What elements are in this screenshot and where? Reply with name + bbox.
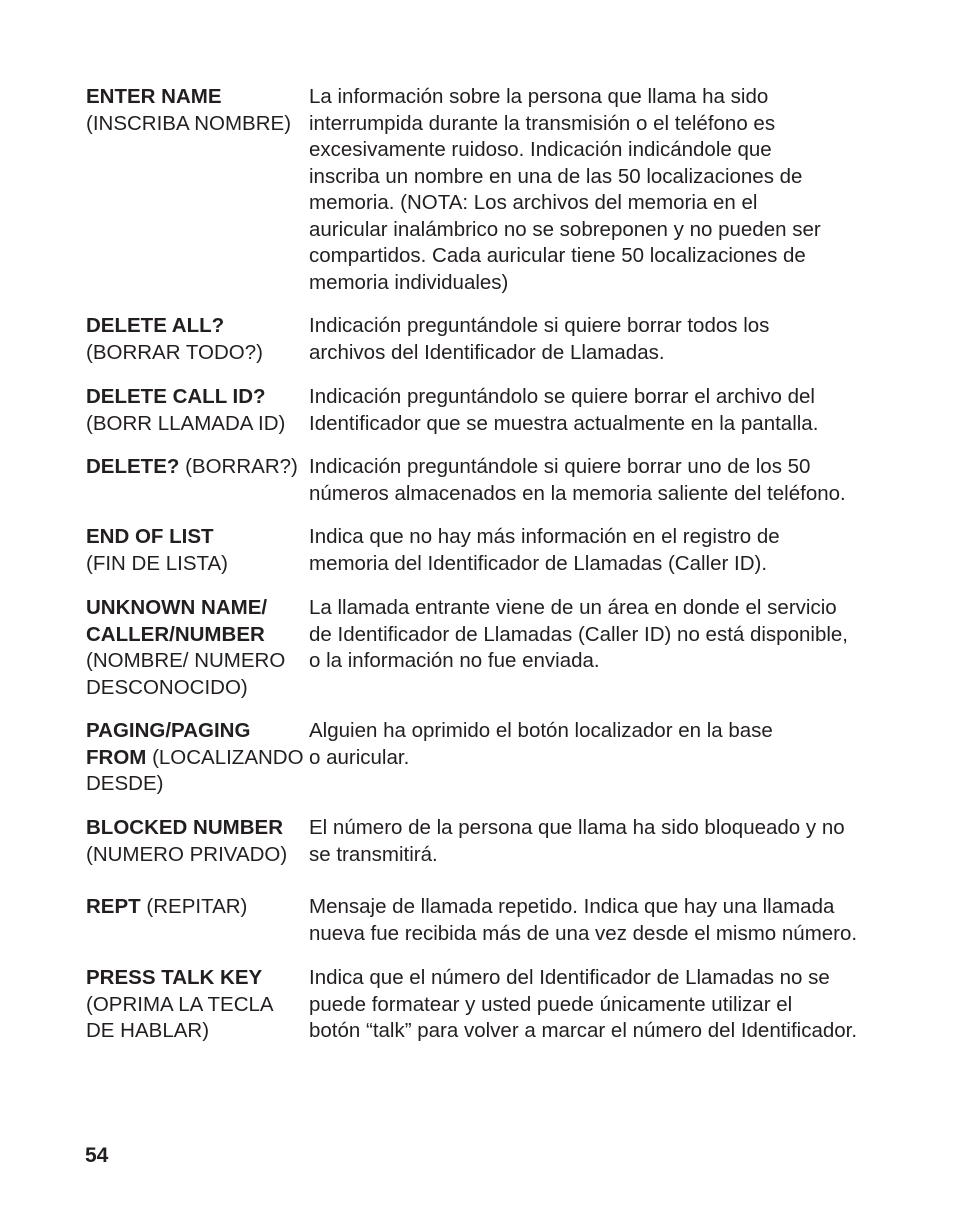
description — [309, 384, 879, 437]
description-line: Indicación preguntándole si quiere borrar uno de los 50 — [309, 455, 811, 478]
term-translation: DESCONOCIDO) — [86, 675, 248, 699]
term-translation: (NOMBRE/ NUMERO — [86, 649, 286, 672]
description-line: La llamada entrante viene de un área en donde el servicio — [309, 596, 837, 619]
term — [86, 595, 301, 701]
description-line: Indicación preguntándole si quiere borrar todos los — [309, 314, 770, 337]
term-translation: (BORR LLAMADA ID) — [86, 411, 286, 435]
term-translation: (NUMERO PRIVADO) — [86, 842, 288, 866]
term — [86, 454, 301, 481]
term — [86, 313, 301, 366]
term-translation: (OPRIMA LA TECLA — [86, 992, 274, 1016]
description-line: o auricular. — [309, 745, 410, 769]
description — [309, 524, 879, 577]
term-bold: PRESS TALK KEY — [86, 966, 263, 989]
term-translation: (BORRAR?) — [185, 455, 298, 478]
description-line: números almacenados en la memoria saliente del teléfono. — [309, 481, 846, 505]
term-bold: BLOCKED NUMBER — [86, 816, 284, 839]
description — [309, 454, 879, 507]
description-line: excesivamente ruidoso. Indicación indicándole que — [309, 138, 772, 161]
description — [309, 313, 879, 366]
description-line: puede formatear y usted puede únicamente utilizar el — [309, 992, 793, 1016]
term-bold: END OF LIST — [86, 525, 214, 548]
description-line: de Identificador de Llamadas (Caller ID) no está disponible, — [309, 622, 848, 646]
description-line: se transmitirá. — [309, 842, 438, 866]
description — [309, 718, 879, 771]
description-line: El número de la persona que llama ha sido bloqueado y no — [309, 816, 845, 839]
description — [309, 815, 879, 868]
term-bold: DELETE CALL ID? — [86, 385, 266, 408]
term-bold: CALLER/NUMBER — [86, 622, 265, 646]
term-bold: FROM — [86, 745, 147, 769]
term — [86, 524, 301, 577]
description-line: o la información no fue enviada. — [309, 649, 600, 672]
description-line: La información sobre la persona que llama ha sido — [309, 85, 769, 108]
description-line: Identificador que se muestra actualmente en la pantalla. — [309, 411, 819, 435]
description — [309, 84, 879, 296]
description-line: Indica que el número del Identificador de Llamadas no se — [309, 966, 830, 989]
term-translation: DESDE) — [86, 772, 164, 795]
description-line: Mensaje de llamada repetido. Indica que hay una llamada — [309, 895, 835, 918]
term-bold: DELETE? — [86, 455, 180, 478]
term-bold: UNKNOWN NAME/ — [86, 596, 268, 619]
description — [309, 894, 879, 947]
description-line: compartidos. Cada auricular tiene 50 localizaciones de — [309, 244, 806, 267]
description-line: auricular inalámbrico no se sobreponen y no pueden ser — [309, 217, 821, 241]
description-line: inscriba un nombre en una de las 50 localizaciones de — [309, 164, 803, 188]
description-line: interrumpida durante la transmisión o el teléfono es — [309, 111, 776, 135]
page-number: 54 — [85, 1144, 109, 1167]
term — [86, 718, 304, 798]
term-translation: (INSCRIBA NOMBRE) — [86, 111, 292, 135]
term — [86, 384, 301, 437]
term-translation: (FIN DE LISTA) — [86, 551, 228, 575]
description-line: Indica que no hay más información en el registro de — [309, 525, 780, 548]
term — [86, 965, 301, 1045]
description — [309, 595, 879, 675]
description-line: nueva fue recibida más de una vez desde el mismo número. — [309, 921, 858, 945]
term — [86, 894, 301, 921]
description-line: memoria individuales) — [309, 270, 509, 294]
description-line: archivos del Identificador de Llamadas. — [309, 340, 665, 364]
description-line: Indicación preguntándolo se quiere borrar el archivo del — [309, 385, 815, 408]
term-translation: DE HABLAR) — [86, 1019, 210, 1042]
description-line: botón “talk” para volver a marcar el número del Identificador. — [309, 1019, 858, 1042]
description-line: Alguien ha oprimido el botón localizador en la base — [309, 719, 773, 742]
term-bold: DELETE ALL? — [86, 314, 225, 337]
description — [309, 965, 879, 1045]
term — [86, 84, 301, 137]
term-bold: ENTER NAME — [86, 85, 222, 108]
term-bold: REPT — [86, 895, 141, 918]
term-translation: (BORRAR TODO?) — [86, 340, 263, 364]
term-translation: (LOCALIZANDO — [152, 745, 304, 769]
description-line: memoria. (NOTA: Los archivos del memoria en el — [309, 191, 758, 214]
description-line: memoria del Identificador de Llamadas (Caller ID). — [309, 551, 768, 575]
term — [86, 815, 301, 868]
term-bold: PAGING/PAGING — [86, 719, 251, 742]
term-translation: (REPITAR) — [146, 895, 248, 918]
